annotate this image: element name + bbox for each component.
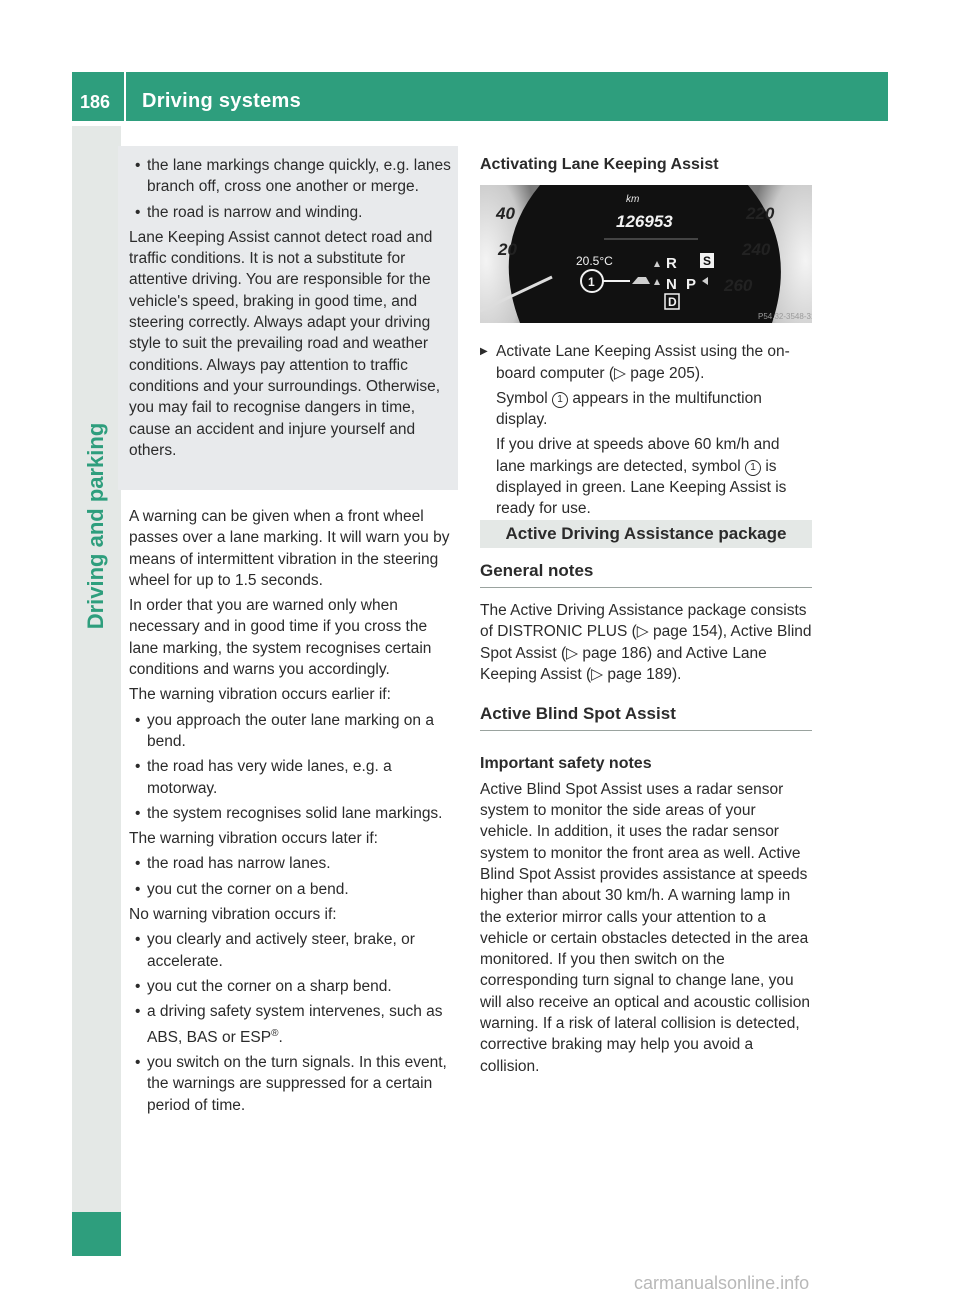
watermark: carmanualsonline.info [634,1273,810,1293]
speed-tick: 260 [724,276,753,296]
page-number: 186 [80,92,111,112]
step-result [480,434,812,519]
instruction-step: ▶ Activate Lane Keeping Assist using the on-board computer (▷ page 205). [480,341,812,384]
section-band: Active Driving Assistance package [480,520,812,548]
header-divider [124,72,126,121]
text-segment: is displayed in green. Lane Keeping Assist is ready for use. [496,457,787,518]
callout-icon: 1 [745,460,761,476]
warning-text: Lane Keeping Assist cannot detect road and traffic conditions. It is not a substitute for attentive driving. You are responsible for the vehicle's speed, braking in good time, and steering correctly. Always adapt your driving style to suit the prevailing road and weather conditions. Always pay attention to traffic conditions and your surroundings. Otherwise, you may fail to recognise dangers in time, cause an accident and injure yourself and others. [129,228,441,459]
instrument-cluster-graphic [480,185,812,323]
list-item-text: a driving safety system intervenes, such as ABS, BAS or ESP [147,1003,443,1046]
list-intro: No warning vibration occurs if: [129,906,337,924]
gear-indicator: N [666,276,677,294]
step-result [480,388,812,431]
callout-number: 1 [588,275,595,290]
safety-notes-heading: Important safety notes [480,755,652,773]
activating-heading: Activating Lane Keeping Assist [480,156,719,173]
gear-indicator: D [668,295,677,310]
gear-indicator: P [686,276,697,294]
side-tab-label: Driving and parking [83,422,108,630]
speed-tick: 40 [496,204,515,224]
list-item: • you cut the corner on a sharp bend. [129,976,459,997]
list-intro: The warning vibration occurs earlier if: [129,686,391,704]
list-item: • the road has very wide lanes, e.g. a motorway. [129,756,459,799]
box-bullet: • the road is narrow and winding. [129,202,455,223]
absa-heading: Active Blind Spot Assist [480,703,812,731]
list-item: • the road has narrow lanes. [129,853,459,874]
gear-indicator: R [666,255,677,273]
text-segment: Symbol [496,389,548,407]
s-badge: S [703,254,712,269]
list-item: • you approach the outer lane marking on a bend. [129,710,459,753]
main-column [129,506,459,1116]
text-segment: appears in the multifunction display. [496,389,762,429]
side-tab-marker [72,1212,121,1256]
general-notes-text: The Active Driving Assistance package consists of DISTRONIC PLUS (▷ page 154), Active Blind Spot Assist (▷ page 186) and Active Lane Keeping Assist (▷ page 189). [480,601,812,683]
period: . [278,1028,283,1046]
list-item [129,1001,459,1048]
list-item: • you clearly and actively steer, brake, or accelerate. [129,929,459,972]
odometer: 126953 [616,212,673,232]
side-tab-label-wrap [84,396,108,656]
general-notes-heading: General notes [480,560,812,588]
list-item: • you switch on the turn signals. In this event, the warnings are suppressed for a certain period of time. [129,1052,459,1116]
box-bullet: • the lane markings change quickly, e.g. lanes branch off, cross one another or merge. [129,155,455,198]
instrument-cluster-image [480,185,812,323]
paragraph: A warning can be given when a front wheel passes over a lane marking. It will warn you by means of intermittent vibration in the steering wheel for up to 1.5 seconds. [129,508,450,589]
odometer-unit: km [626,194,640,206]
section-title: Driving systems [142,90,302,112]
safety-notes-text: Active Blind Spot Assist uses a radar sensor system to monitor the side areas of your vehicle. In addition, it uses the radar sensor system to monitor the front area as well. Active Blind Spot Assist provides assistance at speeds higher than about 30 km/h. A warning lamp in the exterior mirror calls your attention to a vehicle or certain obstacles detected in the area monitored. If you then switch on the corresponding turn signal to change lane, you will also receive an optical and acoustic collision warning. If a risk of lateral collision is detected, corrective braking may help you avoid a collision. [480,780,810,1075]
right-column [480,154,812,1077]
warning-box-content [129,155,455,461]
registered-mark: ® [271,1027,279,1039]
paragraph: In order that you are warned only when necessary and in good time if you cross the lane marking, the system recognises certain conditions and warns you accordingly. [129,597,432,679]
speed-tick: 20 [498,240,517,260]
callout-icon: 1 [552,392,568,408]
list-item: • the system recognises solid lane markings. [129,803,459,824]
speed-tick: 240 [742,240,771,260]
list-item: • you cut the corner on a bend. [129,879,459,900]
text-segment: If you drive at speeds above 60 km/h and lane markings are detected, symbol [496,436,780,475]
list-intro: The warning vibration occurs later if: [129,830,378,848]
outside-temperature: 20.5°C [576,254,613,269]
image-code: P54.32-3548-31 [758,312,812,322]
side-tab [72,126,121,1256]
speed-tick: 220 [746,204,775,224]
